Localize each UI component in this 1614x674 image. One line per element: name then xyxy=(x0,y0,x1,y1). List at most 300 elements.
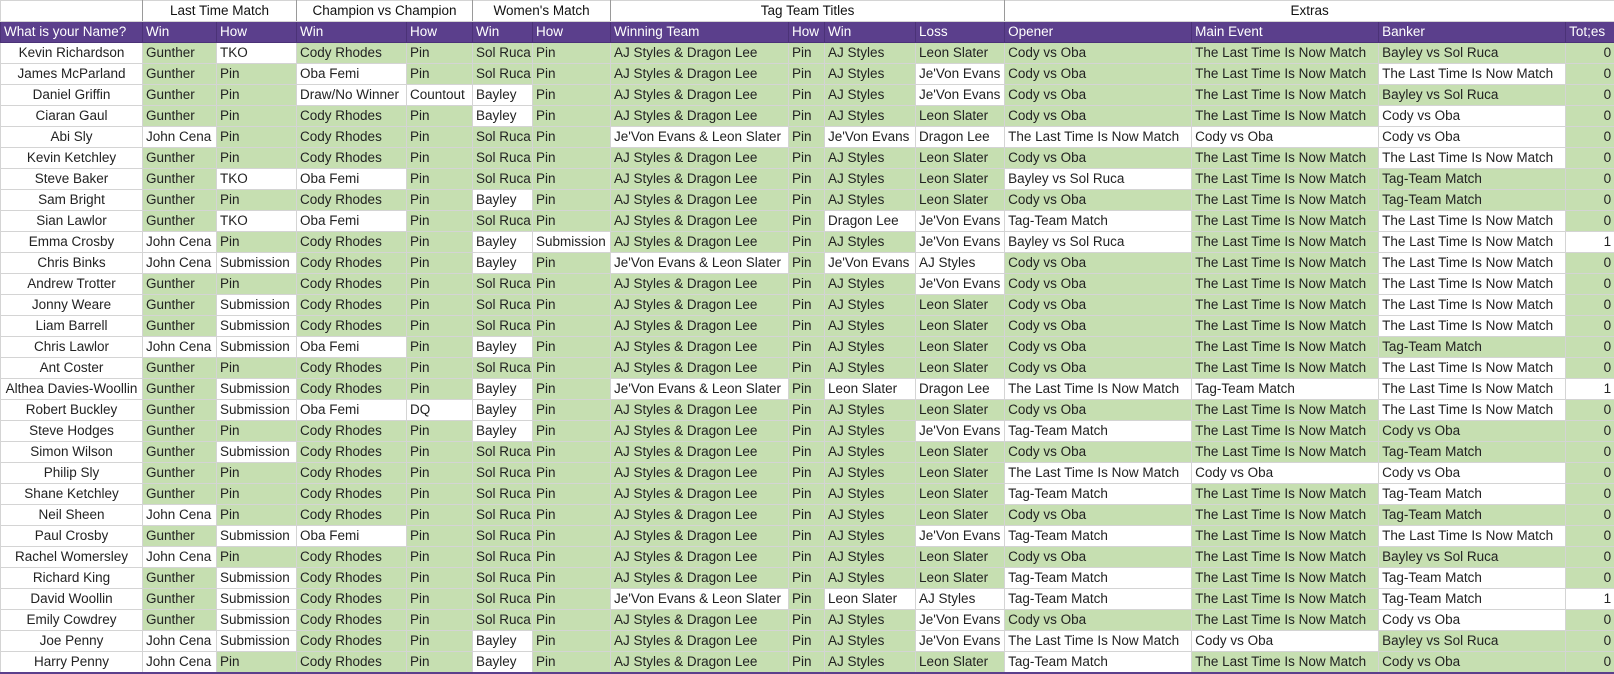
player-name-cell[interactable]: Kevin Ketchley xyxy=(1,148,143,169)
prediction-cell[interactable]: John Cena xyxy=(143,505,217,526)
prediction-cell[interactable]: Pin xyxy=(217,190,297,211)
prediction-cell[interactable]: AJ Styles & Dragon Lee xyxy=(611,211,789,232)
prediction-cell[interactable]: Sol Ruca xyxy=(473,568,533,589)
prediction-cell[interactable]: Pin xyxy=(407,148,473,169)
prediction-cell[interactable]: Tag-Team Match xyxy=(1379,568,1566,589)
prediction-cell[interactable]: Cody Rhodes xyxy=(297,442,407,463)
total-cell[interactable]: 0 xyxy=(1566,85,1614,106)
prediction-cell[interactable]: Pin xyxy=(789,526,825,547)
prediction-cell[interactable]: Sol Ruca xyxy=(473,526,533,547)
prediction-cell[interactable]: Pin xyxy=(217,652,297,674)
prediction-cell[interactable]: AJ Styles & Dragon Lee xyxy=(611,400,789,421)
prediction-cell[interactable]: Tag-Team Match xyxy=(1379,484,1566,505)
prediction-cell[interactable]: TKO xyxy=(217,43,297,64)
prediction-cell[interactable]: Leon Slater xyxy=(916,337,1005,358)
prediction-cell[interactable]: Sol Ruca xyxy=(473,295,533,316)
prediction-cell[interactable]: Cody vs Oba xyxy=(1192,127,1379,148)
prediction-cell[interactable]: Leon Slater xyxy=(916,442,1005,463)
player-name-cell[interactable]: Chris Lawlor xyxy=(1,337,143,358)
prediction-cell[interactable]: Gunther xyxy=(143,106,217,127)
prediction-cell[interactable]: Submission xyxy=(217,337,297,358)
prediction-cell[interactable]: Je'Von Evans xyxy=(916,421,1005,442)
prediction-cell[interactable]: Pin xyxy=(533,568,611,589)
prediction-cell[interactable]: AJ Styles xyxy=(825,526,916,547)
prediction-cell[interactable]: Pin xyxy=(533,64,611,85)
prediction-cell[interactable]: AJ Styles & Dragon Lee xyxy=(611,463,789,484)
prediction-cell[interactable]: AJ Styles xyxy=(916,253,1005,274)
prediction-cell[interactable]: Cody Rhodes xyxy=(297,631,407,652)
total-cell[interactable]: 0 xyxy=(1566,253,1614,274)
player-name-cell[interactable]: Philip Sly xyxy=(1,463,143,484)
prediction-cell[interactable]: Pin xyxy=(407,484,473,505)
prediction-cell[interactable]: Pin xyxy=(789,547,825,568)
prediction-cell[interactable]: Pin xyxy=(533,127,611,148)
total-cell[interactable]: 0 xyxy=(1566,43,1614,64)
prediction-cell[interactable]: Submission xyxy=(217,253,297,274)
prediction-cell[interactable]: Pin xyxy=(217,547,297,568)
prediction-cell[interactable]: AJ Styles xyxy=(825,421,916,442)
prediction-cell[interactable]: Submission xyxy=(217,379,297,400)
prediction-cell[interactable]: The Last Time Is Now Match xyxy=(1379,64,1566,85)
prediction-cell[interactable]: AJ Styles & Dragon Lee xyxy=(611,547,789,568)
group-header[interactable]: Last Time Match xyxy=(143,1,297,22)
prediction-cell[interactable]: Gunther xyxy=(143,463,217,484)
prediction-cell[interactable]: Gunther xyxy=(143,379,217,400)
prediction-cell[interactable]: Cody Rhodes xyxy=(297,232,407,253)
column-header[interactable]: How xyxy=(789,22,825,43)
prediction-cell[interactable]: Pin xyxy=(407,43,473,64)
prediction-cell[interactable]: Cody vs Oba xyxy=(1005,190,1192,211)
prediction-cell[interactable]: Cody vs Oba xyxy=(1005,358,1192,379)
total-cell[interactable]: 0 xyxy=(1566,295,1614,316)
prediction-cell[interactable]: Cody vs Oba xyxy=(1192,463,1379,484)
prediction-cell[interactable]: Je'Von Evans xyxy=(916,211,1005,232)
player-name-cell[interactable]: Emily Cowdrey xyxy=(1,610,143,631)
prediction-cell[interactable]: Bayley xyxy=(473,400,533,421)
prediction-cell[interactable]: Sol Ruca xyxy=(473,358,533,379)
prediction-cell[interactable]: Pin xyxy=(533,148,611,169)
prediction-cell[interactable]: John Cena xyxy=(143,547,217,568)
prediction-cell[interactable]: Pin xyxy=(407,211,473,232)
prediction-cell[interactable]: The Last Time Is Now Match xyxy=(1379,232,1566,253)
prediction-cell[interactable]: Pin xyxy=(789,211,825,232)
prediction-cell[interactable]: Pin xyxy=(533,211,611,232)
prediction-cell[interactable]: The Last Time Is Now Match xyxy=(1192,484,1379,505)
prediction-cell[interactable]: AJ Styles & Dragon Lee xyxy=(611,631,789,652)
prediction-cell[interactable]: AJ Styles xyxy=(825,652,916,674)
prediction-cell[interactable]: Tag-Team Match xyxy=(1005,526,1192,547)
prediction-cell[interactable]: Pin xyxy=(533,610,611,631)
total-cell[interactable]: 0 xyxy=(1566,421,1614,442)
prediction-cell[interactable]: Gunther xyxy=(143,316,217,337)
prediction-cell[interactable]: Cody Rhodes xyxy=(297,547,407,568)
prediction-cell[interactable]: Leon Slater xyxy=(916,652,1005,674)
prediction-cell[interactable]: The Last Time Is Now Match xyxy=(1379,274,1566,295)
prediction-cell[interactable]: AJ Styles & Dragon Lee xyxy=(611,337,789,358)
prediction-cell[interactable]: AJ Styles xyxy=(825,631,916,652)
player-name-cell[interactable]: Andrew Trotter xyxy=(1,274,143,295)
prediction-cell[interactable]: Bayley xyxy=(473,232,533,253)
prediction-cell[interactable]: Cody vs Oba xyxy=(1379,106,1566,127)
prediction-cell[interactable]: John Cena xyxy=(143,253,217,274)
prediction-cell[interactable]: Pin xyxy=(789,337,825,358)
prediction-cell[interactable]: Gunther xyxy=(143,421,217,442)
prediction-cell[interactable]: Gunther xyxy=(143,568,217,589)
prediction-cell[interactable]: Cody Rhodes xyxy=(297,421,407,442)
prediction-cell[interactable]: Submission xyxy=(533,232,611,253)
player-name-cell[interactable]: James McParland xyxy=(1,64,143,85)
prediction-cell[interactable]: Submission xyxy=(217,610,297,631)
prediction-cell[interactable]: Bayley vs Sol Ruca xyxy=(1379,547,1566,568)
prediction-cell[interactable]: Bayley xyxy=(473,421,533,442)
prediction-cell[interactable]: AJ Styles xyxy=(825,547,916,568)
prediction-cell[interactable]: Pin xyxy=(217,505,297,526)
prediction-cell[interactable]: Leon Slater xyxy=(916,106,1005,127)
prediction-cell[interactable]: Pin xyxy=(533,316,611,337)
prediction-cell[interactable]: Tag-Team Match xyxy=(1005,421,1192,442)
prediction-cell[interactable]: Cody Rhodes xyxy=(297,274,407,295)
prediction-cell[interactable]: AJ Styles xyxy=(825,316,916,337)
prediction-cell[interactable]: AJ Styles xyxy=(825,400,916,421)
prediction-cell[interactable]: Pin xyxy=(533,484,611,505)
prediction-cell[interactable]: The Last Time Is Now Match xyxy=(1192,358,1379,379)
player-name-cell[interactable]: Steve Baker xyxy=(1,169,143,190)
prediction-cell[interactable]: Je'Von Evans & Leon Slater xyxy=(611,589,789,610)
prediction-cell[interactable]: Gunther xyxy=(143,526,217,547)
prediction-cell[interactable]: Pin xyxy=(533,106,611,127)
player-name-cell[interactable]: Robert Buckley xyxy=(1,400,143,421)
prediction-cell[interactable]: Sol Ruca xyxy=(473,505,533,526)
prediction-cell[interactable]: AJ Styles xyxy=(825,568,916,589)
prediction-cell[interactable]: Leon Slater xyxy=(916,547,1005,568)
prediction-cell[interactable]: The Last Time Is Now Match xyxy=(1192,253,1379,274)
prediction-cell[interactable]: Je'Von Evans xyxy=(825,253,916,274)
prediction-cell[interactable]: Je'Von Evans xyxy=(916,631,1005,652)
prediction-cell[interactable]: Pin xyxy=(789,610,825,631)
prediction-cell[interactable]: AJ Styles xyxy=(825,190,916,211)
prediction-cell[interactable]: Cody vs Oba xyxy=(1005,274,1192,295)
prediction-cell[interactable]: Pin xyxy=(407,379,473,400)
prediction-cell[interactable]: Gunther xyxy=(143,190,217,211)
column-header[interactable]: Win xyxy=(473,22,533,43)
prediction-cell[interactable]: Pin xyxy=(407,463,473,484)
prediction-cell[interactable]: Je'Von Evans xyxy=(825,127,916,148)
total-cell[interactable]: 0 xyxy=(1566,190,1614,211)
total-cell[interactable]: 0 xyxy=(1566,652,1614,674)
prediction-cell[interactable]: Sol Ruca xyxy=(473,589,533,610)
prediction-cell[interactable]: Cody vs Oba xyxy=(1379,652,1566,674)
column-header[interactable]: How xyxy=(407,22,473,43)
prediction-cell[interactable]: The Last Time Is Now Match xyxy=(1192,652,1379,674)
prediction-cell[interactable]: John Cena xyxy=(143,631,217,652)
prediction-cell[interactable]: Submission xyxy=(217,442,297,463)
prediction-cell[interactable]: Pin xyxy=(789,190,825,211)
prediction-cell[interactable]: Dragon Lee xyxy=(916,379,1005,400)
prediction-cell[interactable]: The Last Time Is Now Match xyxy=(1005,631,1192,652)
prediction-cell[interactable]: Je'Von Evans & Leon Slater xyxy=(611,127,789,148)
prediction-cell[interactable]: Tag-Team Match xyxy=(1005,484,1192,505)
prediction-cell[interactable]: Pin xyxy=(407,295,473,316)
prediction-cell[interactable]: The Last Time Is Now Match xyxy=(1192,421,1379,442)
prediction-cell[interactable]: Pin xyxy=(789,43,825,64)
prediction-cell[interactable]: The Last Time Is Now Match xyxy=(1192,169,1379,190)
prediction-cell[interactable]: Pin xyxy=(407,253,473,274)
prediction-cell[interactable]: Tag-Team Match xyxy=(1005,652,1192,674)
prediction-cell[interactable]: Cody vs Oba xyxy=(1005,442,1192,463)
group-header[interactable] xyxy=(1,1,143,22)
prediction-cell[interactable]: Bayley vs Sol Ruca xyxy=(1005,232,1192,253)
player-name-cell[interactable]: Abi Sly xyxy=(1,127,143,148)
prediction-cell[interactable]: Gunther xyxy=(143,484,217,505)
column-header[interactable]: Loss xyxy=(916,22,1005,43)
prediction-cell[interactable]: Leon Slater xyxy=(916,358,1005,379)
prediction-cell[interactable]: The Last Time Is Now Match xyxy=(1379,211,1566,232)
prediction-cell[interactable]: Pin xyxy=(407,421,473,442)
player-name-cell[interactable]: Ciaran Gaul xyxy=(1,106,143,127)
total-cell[interactable]: 0 xyxy=(1566,463,1614,484)
prediction-cell[interactable]: AJ Styles xyxy=(825,610,916,631)
prediction-cell[interactable]: Cody Rhodes xyxy=(297,106,407,127)
prediction-cell[interactable]: Leon Slater xyxy=(916,148,1005,169)
total-cell[interactable]: 0 xyxy=(1566,127,1614,148)
prediction-cell[interactable]: Gunther xyxy=(143,148,217,169)
prediction-cell[interactable]: Oba Femi xyxy=(297,526,407,547)
prediction-cell[interactable]: Pin xyxy=(407,505,473,526)
prediction-cell[interactable]: Pin xyxy=(217,358,297,379)
prediction-cell[interactable]: Sol Ruca xyxy=(473,442,533,463)
total-cell[interactable]: 0 xyxy=(1566,106,1614,127)
prediction-cell[interactable]: AJ Styles xyxy=(825,43,916,64)
prediction-cell[interactable]: Pin xyxy=(533,526,611,547)
prediction-cell[interactable]: Leon Slater xyxy=(916,463,1005,484)
prediction-cell[interactable]: AJ Styles xyxy=(825,64,916,85)
prediction-cell[interactable]: Cody vs Oba xyxy=(1379,421,1566,442)
prediction-cell[interactable]: John Cena xyxy=(143,127,217,148)
group-header[interactable]: Champion vs Champion xyxy=(297,1,473,22)
prediction-cell[interactable]: Pin xyxy=(407,316,473,337)
prediction-cell[interactable]: Cody vs Oba xyxy=(1005,106,1192,127)
prediction-cell[interactable]: Leon Slater xyxy=(916,505,1005,526)
prediction-cell[interactable]: The Last Time Is Now Match xyxy=(1192,316,1379,337)
prediction-cell[interactable]: Tag-Team Match xyxy=(1379,442,1566,463)
prediction-cell[interactable]: Tag-Team Match xyxy=(1005,568,1192,589)
prediction-cell[interactable]: Leon Slater xyxy=(916,568,1005,589)
total-cell[interactable]: 1 xyxy=(1566,589,1614,610)
prediction-cell[interactable]: Pin xyxy=(789,85,825,106)
prediction-cell[interactable]: Pin xyxy=(407,169,473,190)
prediction-cell[interactable]: Pin xyxy=(533,85,611,106)
prediction-cell[interactable]: Pin xyxy=(533,337,611,358)
prediction-cell[interactable]: Gunther xyxy=(143,64,217,85)
player-name-cell[interactable]: Paul Crosby xyxy=(1,526,143,547)
prediction-cell[interactable]: Cody Rhodes xyxy=(297,610,407,631)
prediction-cell[interactable]: Pin xyxy=(789,400,825,421)
prediction-cell[interactable]: AJ Styles & Dragon Lee xyxy=(611,568,789,589)
prediction-cell[interactable]: The Last Time Is Now Match xyxy=(1005,127,1192,148)
prediction-cell[interactable]: The Last Time Is Now Match xyxy=(1379,400,1566,421)
prediction-cell[interactable]: Cody vs Oba xyxy=(1005,85,1192,106)
prediction-cell[interactable]: Gunther xyxy=(143,169,217,190)
prediction-cell[interactable]: Cody vs Oba xyxy=(1005,148,1192,169)
prediction-cell[interactable]: Tag-Team Match xyxy=(1005,211,1192,232)
prediction-cell[interactable]: Cody Rhodes xyxy=(297,358,407,379)
player-name-cell[interactable]: Ant Coster xyxy=(1,358,143,379)
prediction-cell[interactable]: Tag-Team Match xyxy=(1379,337,1566,358)
column-header[interactable]: How xyxy=(217,22,297,43)
prediction-cell[interactable]: Pin xyxy=(533,400,611,421)
prediction-cell[interactable]: Oba Femi xyxy=(297,64,407,85)
prediction-cell[interactable]: AJ Styles & Dragon Lee xyxy=(611,610,789,631)
prediction-cell[interactable]: Cody vs Oba xyxy=(1379,127,1566,148)
prediction-cell[interactable]: Bayley xyxy=(473,652,533,674)
prediction-cell[interactable]: Pin xyxy=(407,610,473,631)
prediction-cell[interactable]: Gunther xyxy=(143,43,217,64)
prediction-cell[interactable]: Cody Rhodes xyxy=(297,148,407,169)
prediction-cell[interactable]: Cody Rhodes xyxy=(297,190,407,211)
prediction-cell[interactable]: Pin xyxy=(407,652,473,674)
prediction-cell[interactable]: Bayley xyxy=(473,337,533,358)
prediction-cell[interactable]: The Last Time Is Now Match xyxy=(1192,274,1379,295)
prediction-cell[interactable]: Pin xyxy=(407,631,473,652)
prediction-cell[interactable]: The Last Time Is Now Match xyxy=(1192,568,1379,589)
prediction-cell[interactable]: Cody Rhodes xyxy=(297,253,407,274)
prediction-cell[interactable]: Gunther xyxy=(143,85,217,106)
prediction-cell[interactable]: Pin xyxy=(533,295,611,316)
prediction-cell[interactable]: AJ Styles xyxy=(825,295,916,316)
prediction-cell[interactable]: Pin xyxy=(789,253,825,274)
prediction-cell[interactable]: Pin xyxy=(533,463,611,484)
prediction-cell[interactable]: Sol Ruca xyxy=(473,127,533,148)
prediction-cell[interactable]: Pin xyxy=(789,295,825,316)
prediction-cell[interactable]: Cody Rhodes xyxy=(297,505,407,526)
prediction-cell[interactable]: AJ Styles & Dragon Lee xyxy=(611,316,789,337)
prediction-cell[interactable]: Sol Ruca xyxy=(473,463,533,484)
prediction-cell[interactable]: The Last Time Is Now Match xyxy=(1005,379,1192,400)
prediction-cell[interactable]: The Last Time Is Now Match xyxy=(1192,610,1379,631)
prediction-cell[interactable]: Pin xyxy=(789,631,825,652)
total-cell[interactable]: 0 xyxy=(1566,316,1614,337)
total-cell[interactable]: 0 xyxy=(1566,610,1614,631)
player-name-cell[interactable]: Simon Wilson xyxy=(1,442,143,463)
prediction-cell[interactable]: AJ Styles xyxy=(916,589,1005,610)
prediction-cell[interactable]: Pin xyxy=(789,274,825,295)
prediction-cell[interactable]: Submission xyxy=(217,568,297,589)
prediction-cell[interactable]: Pin xyxy=(533,43,611,64)
prediction-cell[interactable]: The Last Time Is Now Match xyxy=(1379,253,1566,274)
column-header[interactable]: Opener xyxy=(1005,22,1192,43)
prediction-cell[interactable]: AJ Styles xyxy=(825,505,916,526)
prediction-cell[interactable]: Pin xyxy=(533,631,611,652)
column-header[interactable]: Tot;es xyxy=(1566,22,1614,43)
prediction-cell[interactable]: DQ xyxy=(407,400,473,421)
prediction-cell[interactable]: Gunther xyxy=(143,358,217,379)
prediction-cell[interactable]: AJ Styles xyxy=(825,463,916,484)
prediction-cell[interactable]: AJ Styles & Dragon Lee xyxy=(611,85,789,106)
total-cell[interactable]: 0 xyxy=(1566,547,1614,568)
total-cell[interactable]: 0 xyxy=(1566,211,1614,232)
player-name-cell[interactable]: Joe Penny xyxy=(1,631,143,652)
prediction-cell[interactable]: Submission xyxy=(217,631,297,652)
prediction-cell[interactable]: AJ Styles xyxy=(825,148,916,169)
prediction-cell[interactable]: Gunther xyxy=(143,442,217,463)
prediction-cell[interactable]: Tag-Team Match xyxy=(1379,190,1566,211)
prediction-cell[interactable]: Cody vs Oba xyxy=(1005,295,1192,316)
prediction-cell[interactable]: Tag-Team Match xyxy=(1005,589,1192,610)
prediction-cell[interactable]: John Cena xyxy=(143,652,217,674)
prediction-cell[interactable]: Pin xyxy=(407,232,473,253)
prediction-cell[interactable]: Cody vs Oba xyxy=(1005,43,1192,64)
prediction-cell[interactable]: The Last Time Is Now Match xyxy=(1192,505,1379,526)
prediction-cell[interactable]: The Last Time Is Now Match xyxy=(1192,232,1379,253)
player-name-cell[interactable]: Harry Penny xyxy=(1,652,143,674)
prediction-cell[interactable]: AJ Styles xyxy=(825,169,916,190)
prediction-cell[interactable]: Cody Rhodes xyxy=(297,652,407,674)
prediction-cell[interactable]: Pin xyxy=(533,505,611,526)
prediction-cell[interactable]: Bayley xyxy=(473,190,533,211)
prediction-cell[interactable]: The Last Time Is Now Match xyxy=(1192,190,1379,211)
prediction-cell[interactable]: Gunther xyxy=(143,295,217,316)
prediction-cell[interactable]: Pin xyxy=(407,64,473,85)
prediction-cell[interactable]: The Last Time Is Now Match xyxy=(1005,463,1192,484)
prediction-cell[interactable]: Sol Ruca xyxy=(473,316,533,337)
prediction-cell[interactable]: Je'Von Evans xyxy=(916,274,1005,295)
column-header[interactable]: Win xyxy=(143,22,217,43)
prediction-cell[interactable]: Pin xyxy=(217,106,297,127)
prediction-cell[interactable]: Bayley vs Sol Ruca xyxy=(1379,631,1566,652)
prediction-cell[interactable]: Pin xyxy=(789,232,825,253)
player-name-cell[interactable]: Steve Hodges xyxy=(1,421,143,442)
prediction-cell[interactable]: The Last Time Is Now Match xyxy=(1379,148,1566,169)
total-cell[interactable]: 0 xyxy=(1566,337,1614,358)
prediction-cell[interactable]: The Last Time Is Now Match xyxy=(1379,526,1566,547)
group-header[interactable]: Women's Match xyxy=(473,1,611,22)
total-cell[interactable]: 0 xyxy=(1566,526,1614,547)
prediction-cell[interactable]: Gunther xyxy=(143,211,217,232)
prediction-cell[interactable]: Cody vs Oba xyxy=(1005,400,1192,421)
prediction-cell[interactable]: Cody Rhodes xyxy=(297,43,407,64)
prediction-cell[interactable]: Bayley vs Sol Ruca xyxy=(1379,85,1566,106)
column-header[interactable]: What is your Name? xyxy=(1,22,143,43)
prediction-cell[interactable]: Leon Slater xyxy=(916,484,1005,505)
prediction-cell[interactable]: Pin xyxy=(533,589,611,610)
total-cell[interactable]: 0 xyxy=(1566,484,1614,505)
prediction-cell[interactable]: AJ Styles xyxy=(825,85,916,106)
prediction-cell[interactable]: Pin xyxy=(533,379,611,400)
prediction-cell[interactable]: Pin xyxy=(217,463,297,484)
column-header[interactable]: How xyxy=(533,22,611,43)
prediction-cell[interactable]: Pin xyxy=(217,127,297,148)
prediction-cell[interactable]: Cody vs Oba xyxy=(1005,253,1192,274)
prediction-cell[interactable]: AJ Styles & Dragon Lee xyxy=(611,652,789,674)
player-name-cell[interactable]: Daniel Griffin xyxy=(1,85,143,106)
prediction-cell[interactable]: AJ Styles xyxy=(825,274,916,295)
prediction-cell[interactable]: Pin xyxy=(407,127,473,148)
prediction-cell[interactable]: Tag-Team Match xyxy=(1379,589,1566,610)
prediction-cell[interactable]: AJ Styles xyxy=(825,442,916,463)
prediction-cell[interactable]: Pin xyxy=(789,505,825,526)
prediction-cell[interactable]: AJ Styles & Dragon Lee xyxy=(611,274,789,295)
prediction-cell[interactable]: Gunther xyxy=(143,610,217,631)
prediction-cell[interactable]: Gunther xyxy=(143,400,217,421)
total-cell[interactable]: 1 xyxy=(1566,379,1614,400)
prediction-cell[interactable]: The Last Time Is Now Match xyxy=(1379,295,1566,316)
prediction-cell[interactable]: Bayley xyxy=(473,85,533,106)
prediction-cell[interactable]: Cody Rhodes xyxy=(297,589,407,610)
total-cell[interactable]: 0 xyxy=(1566,274,1614,295)
prediction-cell[interactable]: Pin xyxy=(407,589,473,610)
prediction-cell[interactable]: Je'Von Evans xyxy=(916,85,1005,106)
player-name-cell[interactable]: Neil Sheen xyxy=(1,505,143,526)
